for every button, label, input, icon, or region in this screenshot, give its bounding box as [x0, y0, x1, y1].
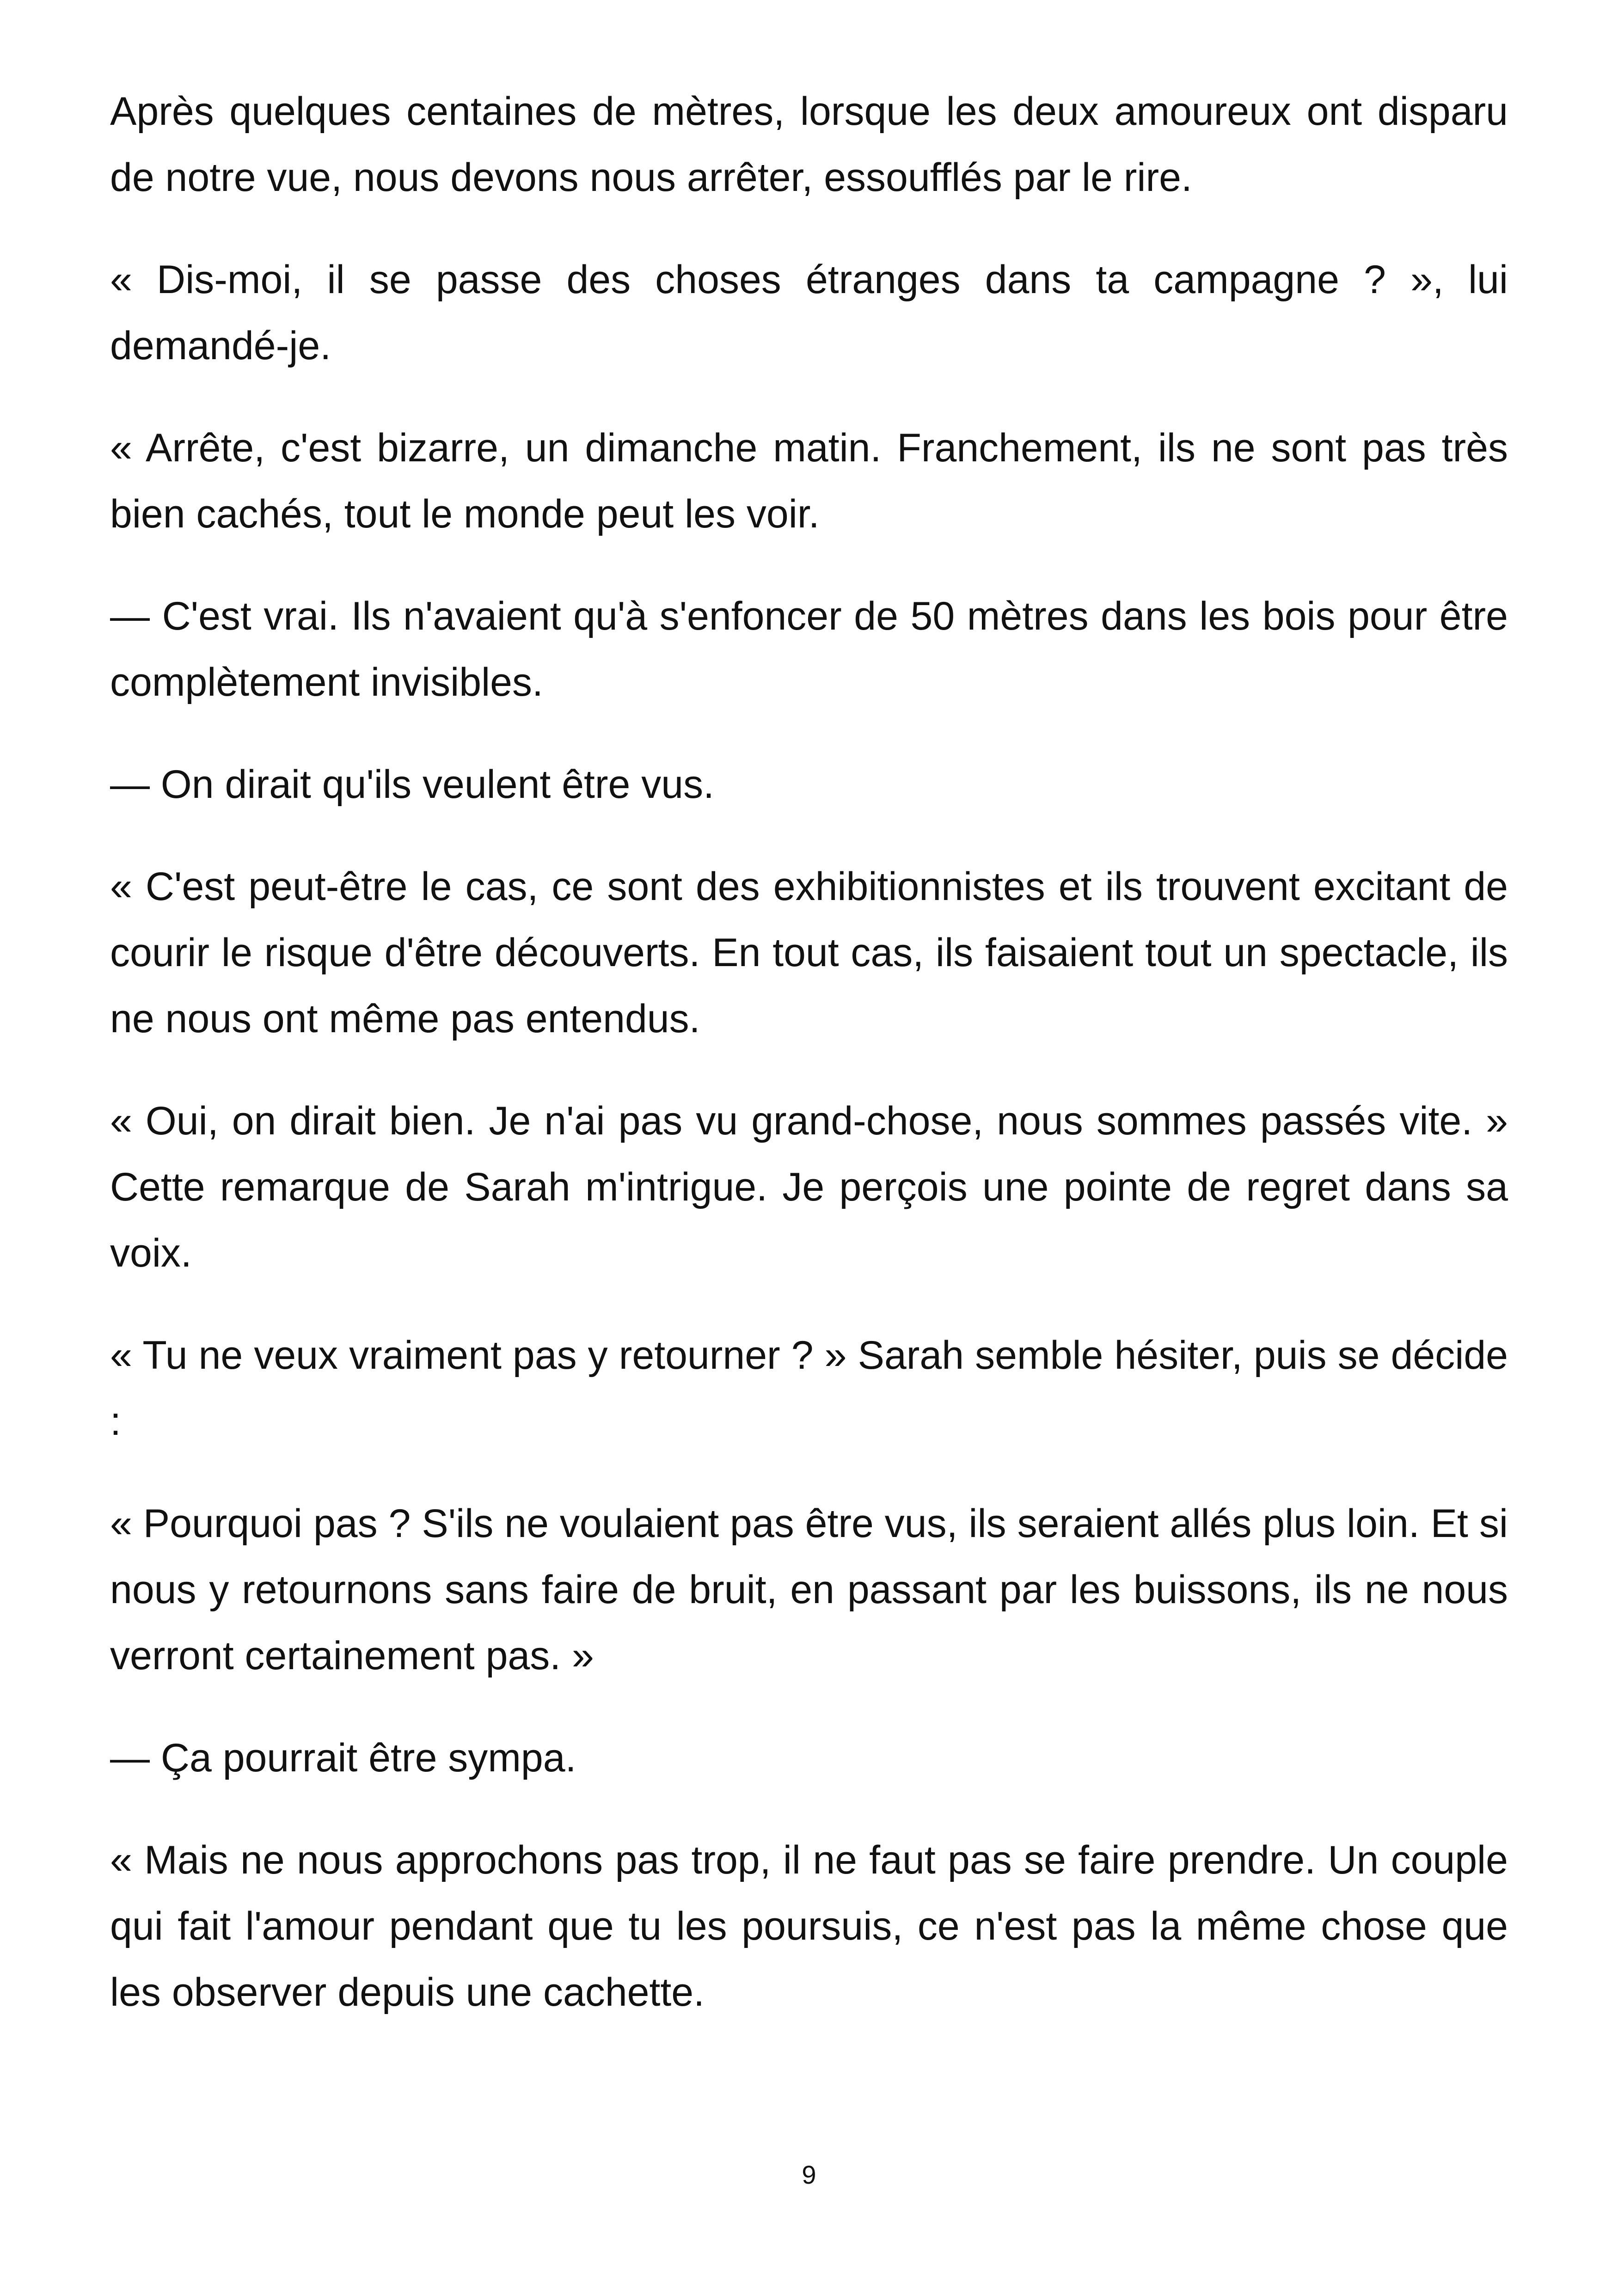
paragraph-7: « Oui, on dirait bien. Je n'ai pas vu grand-chose, nous sommes passés vite. » Cette remarque de Sarah m'intrigue. Je perçois une pointe de regret dans sa voix.	[110, 1099, 1508, 1275]
page-number: 9	[802, 2160, 816, 2189]
paragraph-5: — On dirait qu'ils veulent être vus.	[110, 762, 715, 807]
paragraph-6: « C'est peut-être le cas, ce sont des exhibitionnistes et ils trouvent excitant de courir le risque d'être découverts. En tout cas, ils faisaient tout un spectacle, ils ne nous ont même pas entendus.	[110, 864, 1508, 1041]
paragraph-9: « Pourquoi pas ? S'ils ne voulaient pas être vus, ils seraient allés plus loin. Et si nous y retournons sans faire de bruit, en passant par les buissons, ils ne nous verront certainement pas. »	[110, 1501, 1508, 1678]
paragraph-3: « Arrête, c'est bizarre, un dimanche matin. Franchement, ils ne sont pas très bien cachés, tout le monde peut les voir.	[110, 426, 1508, 536]
paragraph-1: Après quelques centaines de mètres, lorsque les deux amoureux ont disparu de notre vue, nous devons nous arrêter, essoufflés par le rire.	[110, 89, 1508, 200]
paragraph-8: « Tu ne veux vraiment pas y retourner ? » Sarah semble hésiter, puis se décide :	[110, 1333, 1508, 1444]
paragraph-11: « Mais ne nous approchons pas trop, il ne faut pas se faire prendre. Un couple qui fait l'amour pendant que tu les poursuis, ce n'est pas la même chose que les observer depuis une cachette.	[110, 1838, 1508, 2014]
paragraph-2: « Dis-moi, il se passe des choses étranges dans ta campagne ? », lui demandé-je.	[110, 257, 1508, 368]
paragraph-4: — C'est vrai. Ils n'avaient qu'à s'enfoncer de 50 mètres dans les bois pour être complètement invisibles.	[110, 594, 1508, 704]
paragraph-10: — Ça pourrait être sympa.	[110, 1736, 576, 1780]
page-body	[110, 79, 1508, 2062]
